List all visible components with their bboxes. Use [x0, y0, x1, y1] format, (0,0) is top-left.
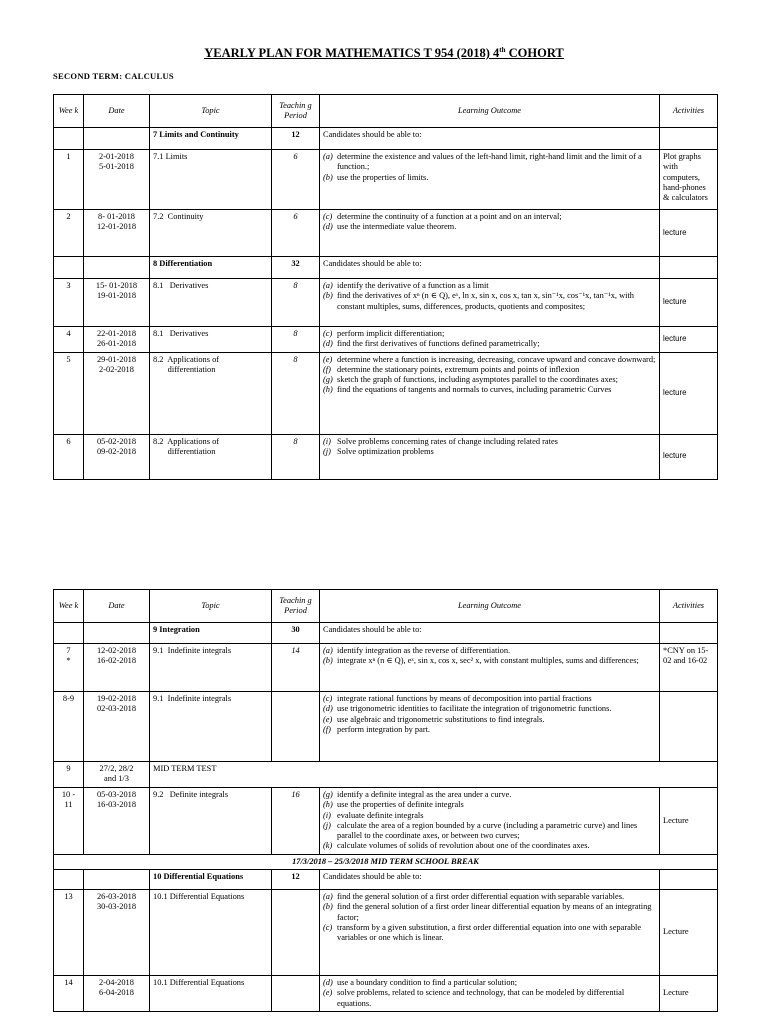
outcome-text: perform implicit differentiation; — [337, 329, 445, 338]
period-cell: 12 — [272, 870, 320, 890]
activities-cell: Lecture — [660, 788, 718, 855]
outcome-item — [323, 821, 656, 842]
outcome-cell: Candidates should be able to: — [320, 128, 660, 150]
outcome-label: (f) — [323, 364, 331, 374]
outcome-item — [323, 715, 656, 725]
week-row — [54, 644, 718, 692]
topic-cell: 7 Limits and Continuity — [150, 128, 272, 150]
week-row — [54, 352, 718, 434]
date-cell: 26-03-2018 30-03-2018 — [84, 890, 150, 976]
header-activities: Activities — [660, 95, 718, 128]
outcome-label: (c) — [323, 212, 333, 221]
activities-cell: lecture — [660, 434, 718, 479]
outcome-text: find the first derivatives of functions defined parametrically; — [337, 339, 540, 349]
outcome-label: (g) — [323, 790, 333, 799]
period-cell: 12 — [272, 128, 320, 150]
date-cell — [84, 257, 150, 279]
header-topic: Topic — [150, 95, 272, 128]
date-cell: 15- 01-2018 19-01-2018 — [84, 279, 150, 327]
outcome-cell — [320, 644, 660, 692]
outcome-label: (j) — [323, 820, 331, 830]
outcome-item — [323, 892, 656, 902]
outcome-item — [323, 339, 656, 349]
outcome-label: (d) — [323, 222, 333, 232]
week-cell: 2 — [54, 210, 84, 257]
activities-cell — [660, 870, 718, 890]
week-cell — [54, 257, 84, 279]
outcome-text: transform by a given substitution, a first order differential equation into one with separable variables or one which is linear. — [337, 922, 642, 943]
outcome-item — [323, 355, 656, 365]
outcome-label: (c) — [323, 329, 333, 338]
topic-cell: 9.1 Indefinite integrals — [150, 692, 272, 762]
week-row — [54, 692, 718, 762]
activities-cell: lecture — [660, 210, 718, 257]
activities-cell: lecture — [660, 352, 718, 434]
outcome-list — [323, 646, 656, 667]
outcome-text: solve problems, related to science and technology, that can be modeled by differential equations. — [337, 988, 625, 1008]
header-outcome: Learning Outcome — [320, 95, 660, 128]
outcome-cell: Candidates should be able to: — [320, 870, 660, 890]
outcome-cell — [320, 692, 660, 762]
topic-cell: 8.2 Applications of differentiation — [150, 352, 272, 434]
week-row — [54, 150, 718, 210]
topic-cell: 10.1 Differential Equations — [150, 890, 272, 976]
week-cell: 8-9 — [54, 692, 84, 762]
outcome-text: use the properties of definite integrals — [337, 800, 464, 810]
outcome-cell — [320, 150, 660, 210]
topic-cell: 9 Integration — [150, 623, 272, 644]
outcome-item — [323, 173, 656, 183]
outcome-cell — [320, 352, 660, 434]
outcome-text: identify the derivative of a function as a limit — [337, 281, 489, 290]
period-cell: 8 — [272, 434, 320, 479]
outcome-item — [323, 447, 656, 457]
outcome-text: find the derivatives of xⁿ (n ∈ Q), eˣ, ln x, sin x, cos x, tan x, sin⁻¹x, cos⁻¹x, tan⁻¹x, with constant multiples, sums, differences, products, quotients and composites; — [337, 291, 634, 311]
outcome-item — [323, 291, 656, 312]
break-cell: 17/3/2018 – 25/3/2018 MID TERM SCHOOL BREAK — [54, 854, 718, 869]
period-cell: 30 — [272, 623, 320, 644]
week-row — [54, 434, 718, 479]
date-cell: 2-01-2018 5-01-2018 — [84, 150, 150, 210]
outcome-text: sketch the graph of functions, including asymptotes parallel to the coordinates axes; — [337, 375, 618, 385]
outcome-label: (d) — [323, 704, 333, 714]
week-cell: 14 — [54, 976, 84, 1012]
outcome-item — [323, 281, 656, 291]
header-period: Teachin g Period — [272, 95, 320, 128]
outcome-text: use the properties of limits. — [337, 172, 429, 182]
outcome-label: (a) — [323, 152, 333, 161]
outcome-text: evaluate definite integrals — [337, 810, 424, 820]
date-cell: 8- 01-2018 12-01-2018 — [84, 210, 150, 257]
outcome-text: determine the stationary points, extremum points and points of inflexion — [337, 364, 580, 374]
activities-cell — [660, 692, 718, 762]
activities-cell — [660, 257, 718, 279]
outcome-text: find the general solution of a first order linear differential equation by means of an integrating factor; — [337, 902, 652, 922]
outcome-label: (e) — [323, 354, 333, 364]
activities-cell: lecture — [660, 279, 718, 327]
week-cell — [54, 623, 84, 644]
outcome-list — [323, 790, 656, 852]
outcome-label: (a) — [323, 892, 333, 902]
outcome-item — [323, 978, 656, 988]
outcome-text: use algebraic and trigonometric substitutions to find integrals. — [337, 714, 545, 724]
date-cell: 19-02-2018 02-03-2018 — [84, 692, 150, 762]
week-row — [54, 976, 718, 1012]
outcome-label: (d) — [323, 339, 333, 349]
outcome-text: determine where a function is increasing, decreasing, concave upward and concave downward; — [337, 354, 656, 364]
outcome-item — [323, 437, 656, 447]
outcome-label: (e) — [323, 988, 333, 998]
date-cell: 05-03-2018 16-03-2018 — [84, 788, 150, 855]
header-topic: Topic — [150, 590, 272, 623]
outcome-label: (h) — [323, 800, 333, 810]
outcome-list — [323, 355, 656, 396]
week-cell — [54, 870, 84, 890]
week-cell: 13 — [54, 890, 84, 976]
week-row — [54, 210, 718, 257]
week-cell: 4 — [54, 327, 84, 353]
outcome-cell — [320, 434, 660, 479]
date-cell: 27/2, 28/2 and 1/3 — [84, 762, 150, 788]
page-title: YEARLY PLAN FOR MATHEMATICS T 954 (2018) 4th COHORT — [204, 46, 564, 61]
activities-cell — [660, 128, 718, 150]
topic-row — [54, 870, 718, 890]
topic-cell: 8.1 Derivatives — [150, 279, 272, 327]
outcome-item — [323, 656, 656, 666]
outcome-item — [323, 212, 656, 222]
topic-row — [54, 128, 718, 150]
period-cell — [272, 890, 320, 976]
period-cell: 32 — [272, 257, 320, 279]
activities-cell: Lecture — [660, 890, 718, 976]
period-cell: 8 — [272, 352, 320, 434]
outcome-item — [323, 704, 656, 714]
outcome-item — [323, 365, 656, 375]
activities-cell — [660, 623, 718, 644]
outcome-label: (a) — [323, 646, 333, 655]
header-outcome: Learning Outcome — [320, 590, 660, 623]
outcome-item — [323, 222, 656, 232]
outcome-text: integrate xⁿ (n ∈ Q), eˣ, sin x, cos x, sec² x, with constant multiples, sums and differences; — [337, 656, 639, 666]
outcome-item — [323, 841, 656, 851]
outcome-text: use the intermediate value theorem. — [337, 222, 457, 232]
outcome-cell — [320, 327, 660, 353]
outcome-item — [323, 790, 656, 800]
date-cell: 22-01-2018 26-01-2018 — [84, 327, 150, 353]
week-cell: 10 - 11 — [54, 788, 84, 855]
mid-term-row — [54, 762, 718, 788]
period-cell: 16 — [272, 788, 320, 855]
week-cell: 7 * — [54, 644, 84, 692]
week-cell — [54, 128, 84, 150]
outcome-label: (e) — [323, 714, 333, 724]
plan-table-2 — [53, 589, 718, 1012]
topic-cell: 10 Differential Equations — [150, 870, 272, 890]
outcome-text: use trigonometric identities to facilitate the integration of trigonometric functions. — [337, 704, 612, 714]
outcome-list — [323, 329, 656, 350]
outcome-cell — [320, 976, 660, 1012]
outcome-item — [323, 646, 656, 656]
topic-cell: 9.2 Definite integrals — [150, 788, 272, 855]
outcome-label: (k) — [323, 841, 333, 851]
outcome-item — [323, 923, 656, 944]
date-cell — [84, 623, 150, 644]
outcome-item — [323, 800, 656, 810]
week-cell: 9 — [54, 762, 84, 788]
period-cell: 6 — [272, 150, 320, 210]
outcome-label: (i) — [323, 810, 331, 820]
outcome-cell — [320, 210, 660, 257]
outcome-label: (d) — [323, 978, 333, 988]
outcome-label: (f) — [323, 724, 331, 734]
outcome-item — [323, 375, 656, 385]
plan-table-1 — [53, 94, 718, 480]
outcome-cell: Candidates should be able to: — [320, 257, 660, 279]
outcome-text: integrate rational functions by means of decomposition into partial fractions — [337, 694, 592, 703]
date-cell: 12-02-2018 16-02-2018 — [84, 644, 150, 692]
outcome-label: (c) — [323, 694, 333, 703]
outcome-item — [323, 385, 656, 395]
date-cell — [84, 870, 150, 890]
outcome-cell — [320, 788, 660, 855]
header-date: Date — [84, 95, 150, 128]
week-cell: 3 — [54, 279, 84, 327]
outcome-text: perform integration by part. — [337, 724, 431, 734]
outcome-label: (b) — [323, 656, 333, 666]
activities-cell: Lecture — [660, 976, 718, 1012]
outcome-label: (c) — [323, 922, 333, 932]
outcome-text: Solve problems concerning rates of change including related rates — [337, 436, 558, 446]
outcome-cell — [320, 279, 660, 327]
date-cell — [84, 128, 150, 150]
topic-cell: 8.2 Applications of differentiation — [150, 434, 272, 479]
period-cell — [272, 976, 320, 1012]
outcome-item — [323, 152, 656, 173]
activities-cell: lecture — [660, 327, 718, 353]
outcome-text: find the general solution of a first order differential equation with separable variables. — [337, 892, 625, 902]
week-row — [54, 327, 718, 353]
outcome-label: (h) — [323, 385, 333, 395]
outcome-label: (b) — [323, 172, 333, 182]
outcome-list — [323, 694, 656, 735]
outcome-cell — [320, 890, 660, 976]
outcome-text: determine the existence and values of the left-hand limit, right-hand limit and the limit of a function.; — [337, 152, 642, 172]
outcome-item — [323, 694, 656, 704]
outcome-list — [323, 152, 656, 183]
outcome-item — [323, 902, 656, 923]
week-cell: 1 — [54, 150, 84, 210]
period-cell: 14 — [272, 644, 320, 692]
outcome-text: calculate volumes of solids of revolution about one of the coordinates axes. — [337, 841, 590, 851]
date-cell: 2-04-2018 6-04-2018 — [84, 976, 150, 1012]
outcome-text: calculate the area of a region bounded by a curve (including a parametric curve) and lines parallel to the coordinate axes, or between two curves; — [337, 820, 638, 841]
period-cell: 6 — [272, 210, 320, 257]
date-cell: 05-02-2018 09-02-2018 — [84, 434, 150, 479]
outcome-text: determine the continuity of a function at a point and on an interval; — [337, 212, 562, 221]
outcome-list — [323, 978, 656, 1009]
week-cell: 6 — [54, 434, 84, 479]
outcome-cell: Candidates should be able to: — [320, 623, 660, 644]
topic-row — [54, 623, 718, 644]
outcome-text: Solve optimization problems — [337, 446, 434, 456]
topic-cell: 7.1 Limits — [150, 150, 272, 210]
break-row — [54, 854, 718, 869]
topic-cell: 8 Differentiation — [150, 257, 272, 279]
outcome-item — [323, 988, 656, 1009]
topic-cell: 7.2 Continuity — [150, 210, 272, 257]
outcome-list — [323, 892, 656, 943]
outcome-list — [323, 437, 656, 458]
activities-cell: Plot graphs with computers, hand-phones & calculators — [660, 150, 718, 210]
outcome-text: identify integration as the reverse of differentiation. — [337, 646, 511, 655]
mid-term-cell: MID TERM TEST — [150, 762, 718, 788]
topic-row — [54, 257, 718, 279]
outcome-label: (b) — [323, 291, 333, 301]
period-cell: 8 — [272, 327, 320, 353]
header-period: Teachin g Period — [272, 590, 320, 623]
topic-cell: 9.1 Indefinite integrals — [150, 644, 272, 692]
outcome-label: (j) — [323, 446, 331, 456]
outcome-list — [323, 281, 656, 312]
outcome-text: identify a definite integral as the area under a curve. — [337, 790, 512, 799]
outcome-label: (i) — [323, 436, 331, 446]
page-subtitle: SECOND TERM: CALCULUS — [53, 71, 174, 81]
week-row — [54, 279, 718, 327]
outcome-text: find the equations of tangents and normals to curves, including parametric Curves — [337, 385, 612, 395]
header-week: Wee k — [54, 590, 84, 623]
header-date: Date — [84, 590, 150, 623]
outcome-label: (a) — [323, 281, 333, 290]
week-cell: 5 — [54, 352, 84, 434]
outcome-item — [323, 329, 656, 339]
outcome-item — [323, 725, 656, 735]
header-week: Wee k — [54, 95, 84, 128]
week-row — [54, 890, 718, 976]
outcome-text: use a boundary condition to find a particular solution; — [337, 978, 518, 988]
outcome-label: (g) — [323, 375, 333, 385]
outcome-item — [323, 811, 656, 821]
outcome-label: (b) — [323, 902, 333, 912]
week-row — [54, 788, 718, 855]
header-activities: Activities — [660, 590, 718, 623]
period-cell: 8 — [272, 279, 320, 327]
date-cell: 29-01-2018 2-02-2018 — [84, 352, 150, 434]
outcome-list — [323, 212, 656, 233]
period-cell — [272, 692, 320, 762]
activities-cell: *CNY on 15-02 and 16-02 — [660, 644, 718, 692]
topic-cell: 8.1 Derivatives — [150, 327, 272, 353]
topic-cell: 10.1 Differential Equations — [150, 976, 272, 1012]
